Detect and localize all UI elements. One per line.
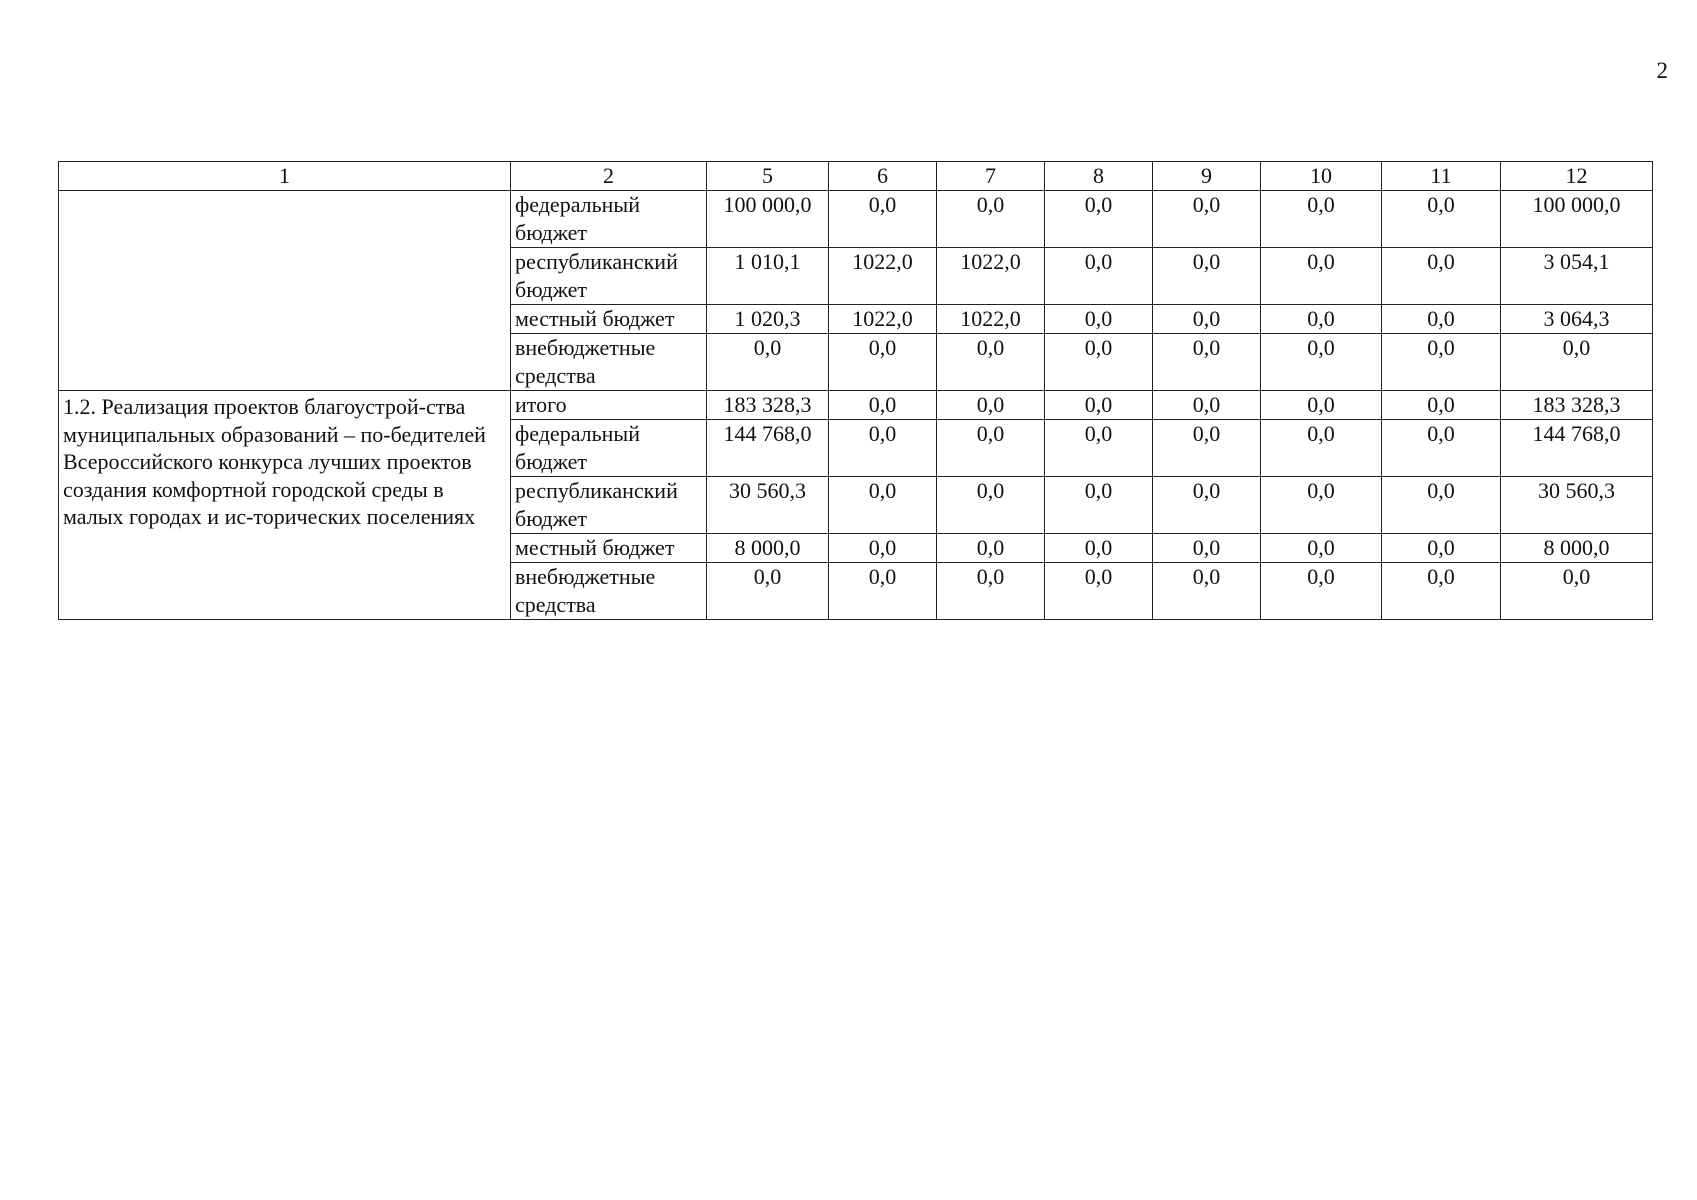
value-cell: 0,0 <box>1261 305 1382 334</box>
value-cell: 0,0 <box>1153 191 1261 248</box>
header-cell: 2 <box>511 162 707 191</box>
value-cell: 144 768,0 <box>1501 420 1653 477</box>
value-cell: 1 010,1 <box>707 248 829 305</box>
value-cell: 0,0 <box>1501 334 1653 391</box>
value-cell: 8 000,0 <box>1501 534 1653 563</box>
value-cell: 0,0 <box>1045 563 1153 620</box>
value-cell: 0,0 <box>707 563 829 620</box>
value-cell: 0,0 <box>1153 248 1261 305</box>
funding-source: республиканский бюджет <box>511 248 707 305</box>
value-cell: 0,0 <box>1153 477 1261 534</box>
value-cell: 3 054,1 <box>1501 248 1653 305</box>
value-cell: 183 328,3 <box>1501 391 1653 420</box>
value-cell: 0,0 <box>1382 563 1501 620</box>
value-cell: 0,0 <box>1382 477 1501 534</box>
header-row <box>59 162 1653 191</box>
value-cell: 0,0 <box>1261 248 1382 305</box>
value-cell: 0,0 <box>1261 391 1382 420</box>
header-cell: 6 <box>829 162 937 191</box>
value-cell: 0,0 <box>937 334 1045 391</box>
funding-source: местный бюджет <box>511 305 707 334</box>
value-cell: 100 000,0 <box>707 191 829 248</box>
value-cell: 1022,0 <box>937 248 1045 305</box>
value-cell: 0,0 <box>1153 334 1261 391</box>
value-cell: 0,0 <box>1382 248 1501 305</box>
value-cell: 1 020,3 <box>707 305 829 334</box>
value-cell: 0,0 <box>1382 305 1501 334</box>
value-cell: 0,0 <box>1261 191 1382 248</box>
value-cell: 0,0 <box>1261 477 1382 534</box>
page-number: 2 <box>1656 58 1668 83</box>
value-cell: 0,0 <box>1045 477 1153 534</box>
header-cell: 9 <box>1153 162 1261 191</box>
value-cell: 30 560,3 <box>707 477 829 534</box>
header-cell: 12 <box>1501 162 1653 191</box>
value-cell: 0,0 <box>937 391 1045 420</box>
value-cell: 0,0 <box>829 334 937 391</box>
value-cell: 0,0 <box>829 420 937 477</box>
funding-source: федеральный бюджет <box>511 191 707 248</box>
value-cell: 0,0 <box>1153 305 1261 334</box>
value-cell: 0,0 <box>1382 334 1501 391</box>
table-row <box>59 391 1653 420</box>
value-cell: 183 328,3 <box>707 391 829 420</box>
value-cell: 0,0 <box>1153 563 1261 620</box>
activity-description <box>59 191 511 391</box>
value-cell: 0,0 <box>1045 334 1153 391</box>
table-row <box>59 191 1653 248</box>
value-cell: 1022,0 <box>937 305 1045 334</box>
header-cell: 8 <box>1045 162 1153 191</box>
funding-source: итого <box>511 391 707 420</box>
value-cell: 0,0 <box>707 334 829 391</box>
funding-source: местный бюджет <box>511 534 707 563</box>
value-cell: 0,0 <box>1261 334 1382 391</box>
value-cell: 8 000,0 <box>707 534 829 563</box>
value-cell: 0,0 <box>1153 534 1261 563</box>
funding-source: республиканский бюджет <box>511 477 707 534</box>
value-cell: 0,0 <box>1045 391 1153 420</box>
header-cell: 1 <box>59 162 511 191</box>
value-cell: 0,0 <box>1382 391 1501 420</box>
value-cell: 0,0 <box>1501 563 1653 620</box>
value-cell: 1022,0 <box>829 305 937 334</box>
value-cell: 1022,0 <box>829 248 937 305</box>
value-cell: 0,0 <box>1153 391 1261 420</box>
value-cell: 0,0 <box>1153 420 1261 477</box>
value-cell: 0,0 <box>829 534 937 563</box>
value-cell: 144 768,0 <box>707 420 829 477</box>
value-cell: 100 000,0 <box>1501 191 1653 248</box>
value-cell: 0,0 <box>1261 534 1382 563</box>
value-cell: 0,0 <box>1382 534 1501 563</box>
value-cell: 0,0 <box>1261 420 1382 477</box>
value-cell: 0,0 <box>937 191 1045 248</box>
value-cell: 0,0 <box>937 534 1045 563</box>
value-cell: 0,0 <box>829 563 937 620</box>
funding-source: федеральный бюджет <box>511 420 707 477</box>
value-cell: 0,0 <box>829 391 937 420</box>
value-cell: 0,0 <box>937 563 1045 620</box>
funding-source: внебюджетные средства <box>511 334 707 391</box>
header-cell: 10 <box>1261 162 1382 191</box>
value-cell: 0,0 <box>829 477 937 534</box>
value-cell: 0,0 <box>937 420 1045 477</box>
value-cell: 0,0 <box>1261 563 1382 620</box>
value-cell: 0,0 <box>1045 534 1153 563</box>
funding-source: внебюджетные средства <box>511 563 707 620</box>
activity-description: 1.2. Реализация проектов благоустрой-ства муниципальных образований – по-бедителей Всероссийского конкурса лучших проектов создания комфортной городской среды в малых городах и ис-торических поселениях <box>59 391 511 620</box>
value-cell: 0,0 <box>937 477 1045 534</box>
value-cell: 0,0 <box>1045 191 1153 248</box>
header-cell: 11 <box>1382 162 1501 191</box>
value-cell: 0,0 <box>1045 248 1153 305</box>
value-cell: 0,0 <box>829 191 937 248</box>
value-cell: 0,0 <box>1382 420 1501 477</box>
value-cell: 30 560,3 <box>1501 477 1653 534</box>
budget-table <box>58 161 1653 620</box>
value-cell: 0,0 <box>1382 191 1501 248</box>
value-cell: 0,0 <box>1045 420 1153 477</box>
value-cell: 3 064,3 <box>1501 305 1653 334</box>
header-cell: 7 <box>937 162 1045 191</box>
table-body <box>59 191 1653 620</box>
header-cell: 5 <box>707 162 829 191</box>
value-cell: 0,0 <box>1045 305 1153 334</box>
